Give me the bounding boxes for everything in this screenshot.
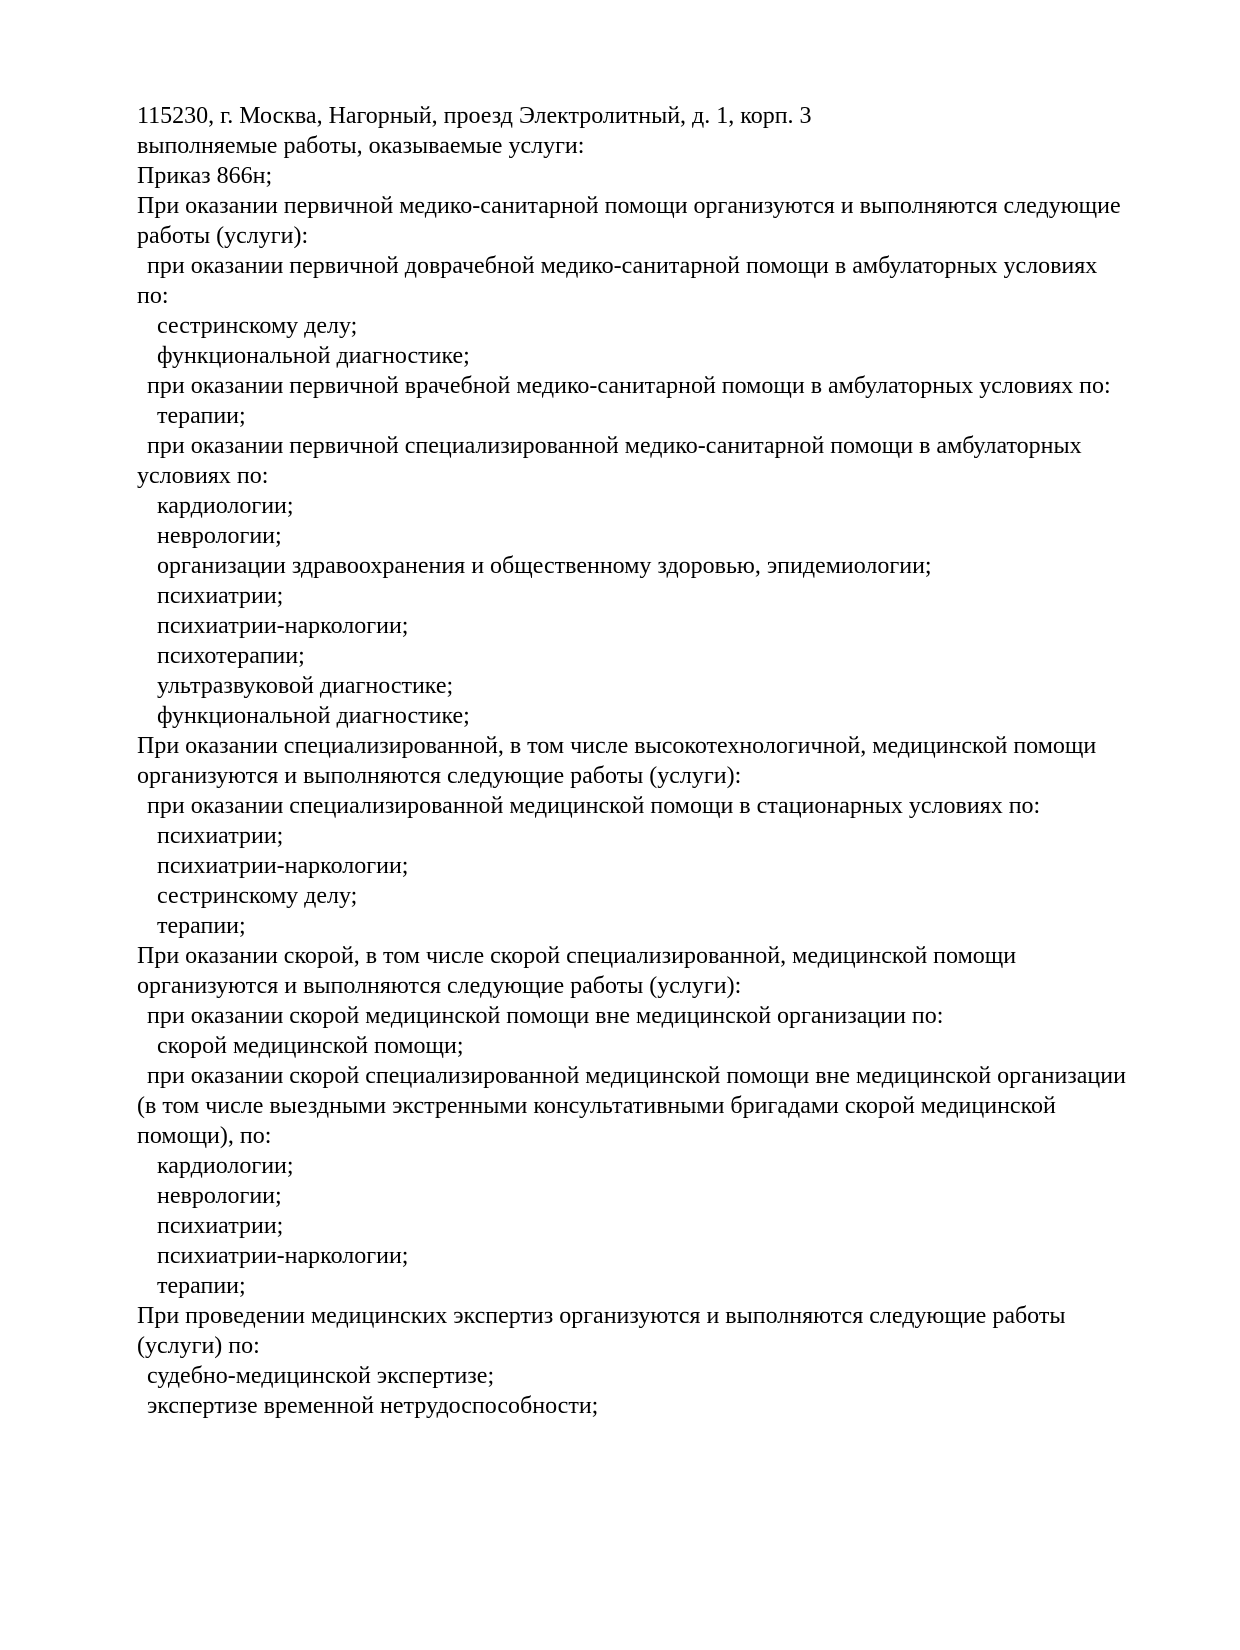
text-line: по: (137, 283, 169, 309)
text-line: терапии; (157, 403, 246, 429)
text-line: психиатрии-наркологии; (157, 1243, 409, 1269)
text-line: (в том числе выездными экстренными консультативными бригадами скорой медицинской (137, 1093, 1056, 1119)
text-line: терапии; (157, 913, 246, 939)
text-line: организуются и выполняются следующие работы (услуги): (137, 973, 742, 999)
text-line: скорой медицинской помощи; (157, 1033, 464, 1059)
text-line: судебно-медицинской экспертизе; (147, 1363, 495, 1389)
text-line: организуются и выполняются следующие работы (услуги): (137, 763, 742, 789)
text-line: При оказании скорой, в том числе скорой специализированной, медицинской помощи (137, 943, 1017, 969)
license-works-text (137, 101, 1227, 1421)
text-line: кардиологии; (157, 493, 294, 519)
text-line: сестринскому делу; (157, 313, 358, 339)
text-line: при оказании скорой специализированной медицинской помощи вне медицинской организации (147, 1063, 1126, 1089)
text-line: психиатрии-наркологии; (157, 853, 409, 879)
text-line: помощи), по: (137, 1123, 272, 1149)
text-line: психиатрии; (157, 1213, 284, 1239)
text-line: психотерапии; (157, 643, 305, 669)
text-line: При оказании специализированной, в том числе высокотехнологичной, медицинской помощи (137, 733, 1097, 759)
text-line: психиатрии; (157, 823, 284, 849)
text-line: при оказании скорой медицинской помощи вне медицинской организации по: (147, 1003, 944, 1029)
text-line: условиях по: (137, 463, 269, 489)
text-line: кардиологии; (157, 1153, 294, 1179)
text-line: При оказании первичной медико-санитарной помощи организуются и выполняются следующие (137, 193, 1121, 219)
address-line: 115230, г. Москва, Нагорный, проезд Электролитный, д. 1, корп. 3 (137, 103, 812, 129)
text-line: организации здравоохранения и общественному здоровью, эпидемиологии; (157, 553, 932, 579)
text-line: терапии; (157, 1273, 246, 1299)
text-line: ультразвуковой диагностике; (157, 673, 454, 699)
text-line: при оказании первичной доврачебной медико-санитарной помощи в амбулаторных условиях (147, 253, 1098, 279)
text-line: работы (услуги): (137, 223, 309, 249)
text-line: при оказании первичной специализированной медико-санитарной помощи в амбулаторных (147, 433, 1082, 459)
text-line: функциональной диагностике; (157, 343, 470, 369)
text-line: сестринскому делу; (157, 883, 358, 909)
text-line: психиатрии-наркологии; (157, 613, 409, 639)
text-line: при оказании специализированной медицинской помощи в стационарных условиях по: (147, 793, 1041, 819)
text-line: экспертизе временной нетрудоспособности; (147, 1393, 599, 1419)
order-number-line: Приказ 866н; (137, 163, 273, 189)
text-line: функциональной диагностике; (157, 703, 470, 729)
works-services-label: выполняемые работы, оказываемые услуги: (137, 133, 585, 159)
text-line: При проведении медицинских экспертиз организуются и выполняются следующие работы (137, 1303, 1066, 1329)
text-line: психиатрии; (157, 583, 284, 609)
text-line: неврологии; (157, 1183, 282, 1209)
text-line: неврологии; (157, 523, 282, 549)
text-line: (услуги) по: (137, 1333, 260, 1359)
text-line: при оказании первичной врачебной медико-санитарной помощи в амбулаторных условиях по: (147, 373, 1111, 399)
